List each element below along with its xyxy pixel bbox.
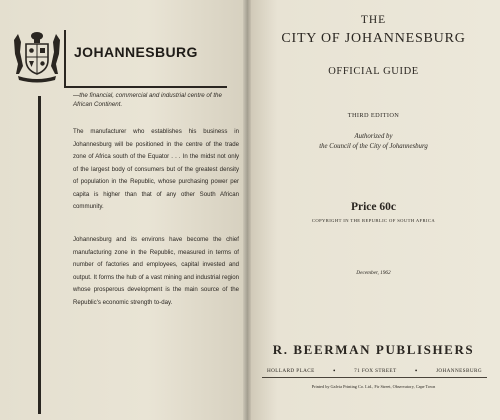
body-paragraph-2: Johannesburg and its environs have become the chief manufacturing zone in the Republic, measured in terms of number of factories and employees, capital invested and output. It forms the hub of a vast mining and industrial region whose prosperous development is the main source of the Republic's economic strength to-day. — [73, 236, 239, 306]
coat-of-arms-icon — [8, 26, 66, 84]
publisher-name: R. BEERMAN PUBLISHERS — [272, 342, 475, 357]
publication-date: December, 1962 — [356, 270, 391, 276]
authorization-note — [247, 132, 500, 152]
price-label: Price 60c — [350, 201, 396, 213]
bullet-separator-1: • — [333, 366, 336, 375]
bullet-separator-2: • — [414, 366, 418, 375]
copyright-notice: COPYRIGHT IN THE REPUBLIC OF SOUTH AFRICA — [311, 218, 436, 223]
left-page-tagline: —the financial, commercial and industrial centre of the African Continent. — [73, 92, 222, 108]
book-title: CITY OF JOHANNESBURG — [281, 31, 466, 46]
publisher-address — [267, 368, 482, 374]
address-place: HOLLARD PLACE — [267, 368, 315, 374]
printer-imprint: Printed by Galvia Printing Co. Ltd., Fir Street, Observatory, Cape Town — [311, 384, 436, 389]
header-rule-vertical — [64, 30, 66, 88]
authorization-line-2: the Council of the City of Johannesburg — [319, 143, 428, 150]
margin-rule — [38, 96, 41, 414]
address-city: JOHANNESBURG — [435, 368, 482, 374]
imprint-rule — [262, 377, 487, 378]
authorization-line-1: Authorized by — [354, 133, 393, 140]
edition-label: THIRD EDITION — [347, 112, 400, 119]
header-rule-horizontal — [64, 86, 227, 88]
body-paragraph-1: The manufacturer who establishes his business in Johannesburg will be positioned in the centre of the trade zone of Africa south of the Equator . . . In the midst not only of the largest body of consumers but of the greatest density of population in the Republic, whose purchasing power per capita is higher than that of any other South African community. — [73, 128, 239, 210]
left-page-heading: JOHANNESBURG — [74, 44, 198, 60]
address-street: 71 FOX STREET — [354, 368, 397, 374]
title-the: THE — [360, 14, 387, 26]
book-subtitle: OFFICIAL GUIDE — [328, 66, 419, 77]
